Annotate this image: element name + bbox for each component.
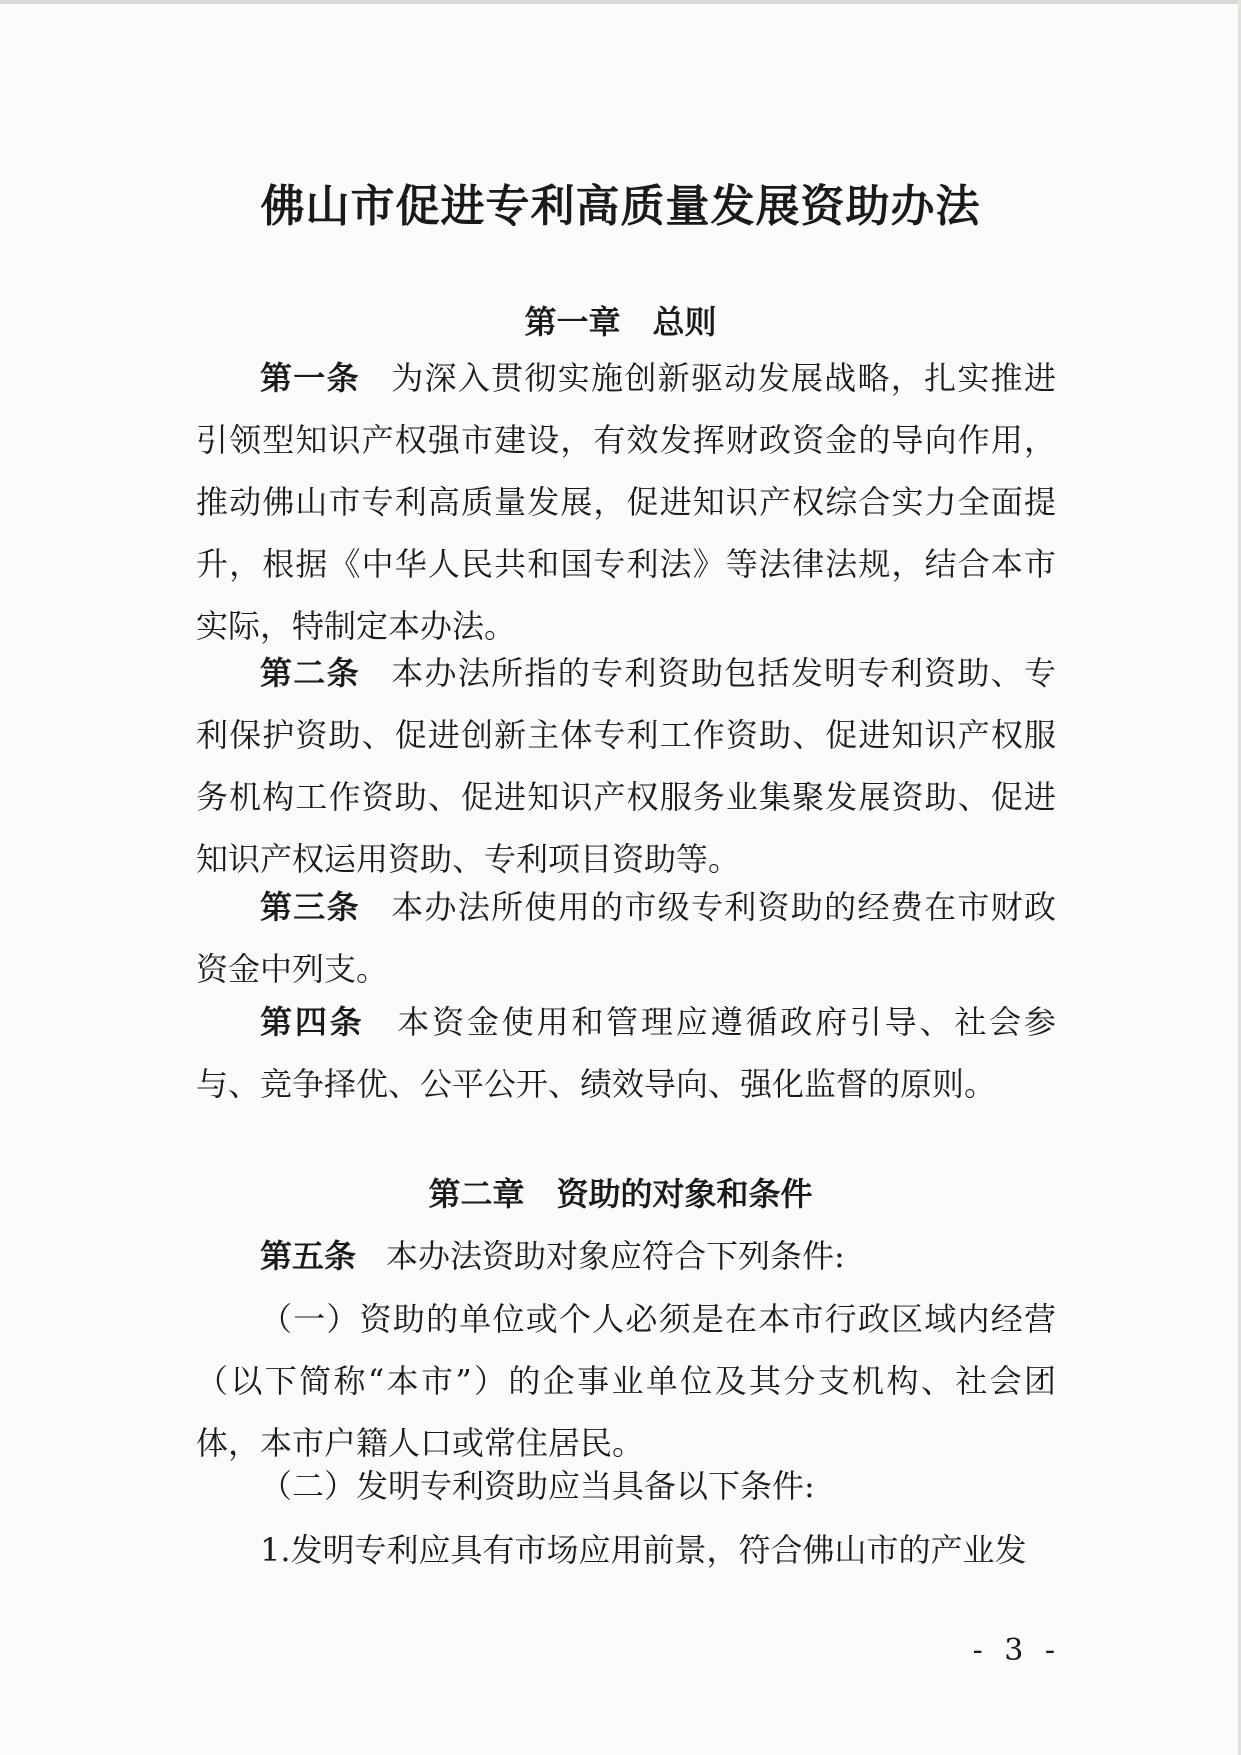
article-text: 本办法资助对象应符合下列条件: xyxy=(386,1237,845,1275)
article-paragraph xyxy=(196,1225,1056,1287)
article-label: 第三条 xyxy=(260,888,360,926)
list-item: （二）发明专利资助应当具备以下条件: xyxy=(260,1467,815,1505)
page-number: - 3 - xyxy=(972,1633,1061,1668)
article-text: 本办法所使用的市级专利资助的经费在市财政资金中列支。 xyxy=(196,888,1056,988)
article-text: 本办法所指的专利资助包括发明专利资助、专利保护资助、促进创新主体专利工作资助、促进知识产权服务机构工作资助、促进知识产权服务业集聚发展资助、促进知识产权运用资助、专利项目资助等。 xyxy=(196,654,1056,878)
chapter-name: 总则 xyxy=(652,303,717,341)
list-item: （一）资助的单位或个人必须是在本市行政区域内经营（以下简称“本市”）的企事业单位及其分支机构、社会团体，本市户籍人口或常住居民。 xyxy=(196,1300,1056,1462)
chapter-heading-1 xyxy=(0,297,1241,343)
article-label: 第二条 xyxy=(260,654,360,692)
article-paragraph xyxy=(196,876,1056,1000)
article-paragraph xyxy=(196,642,1056,890)
article-text: 为深入贯彻实施创新驱动发展战略，扎实推进引领型知识产权强市建设，有效发挥财政资金的导向作用，推动佛山市专利高质量发展，促进知识产权综合实力全面提升，根据《中华人民共和国专利法》等法律法规，结合本市实际，特制定本办法。 xyxy=(196,359,1056,645)
chapter-number: 第二章 xyxy=(428,1175,525,1213)
article-label: 第四条 xyxy=(260,1003,365,1041)
article-paragraph xyxy=(196,991,1056,1115)
scan-edge-top xyxy=(0,0,1241,4)
chapter-number: 第一章 xyxy=(524,303,621,341)
article-label: 第五条 xyxy=(260,1237,357,1275)
document-title: 佛山市促进专利高质量发展资助办法 xyxy=(260,181,981,232)
article-paragraph xyxy=(196,347,1056,657)
chapter-heading-2 xyxy=(0,1169,1241,1215)
chapter-name: 资助的对象和条件 xyxy=(556,1175,813,1213)
article-label: 第一条 xyxy=(260,359,360,397)
article-text: 本资金使用和管理应遵循政府引导、社会参与、竞争择优、公平公开、绩效导向、强化监督的原则。 xyxy=(196,1003,1056,1103)
list-item: 1.发明专利应具有市场应用前景，符合佛山市的产业发 xyxy=(260,1531,1027,1569)
